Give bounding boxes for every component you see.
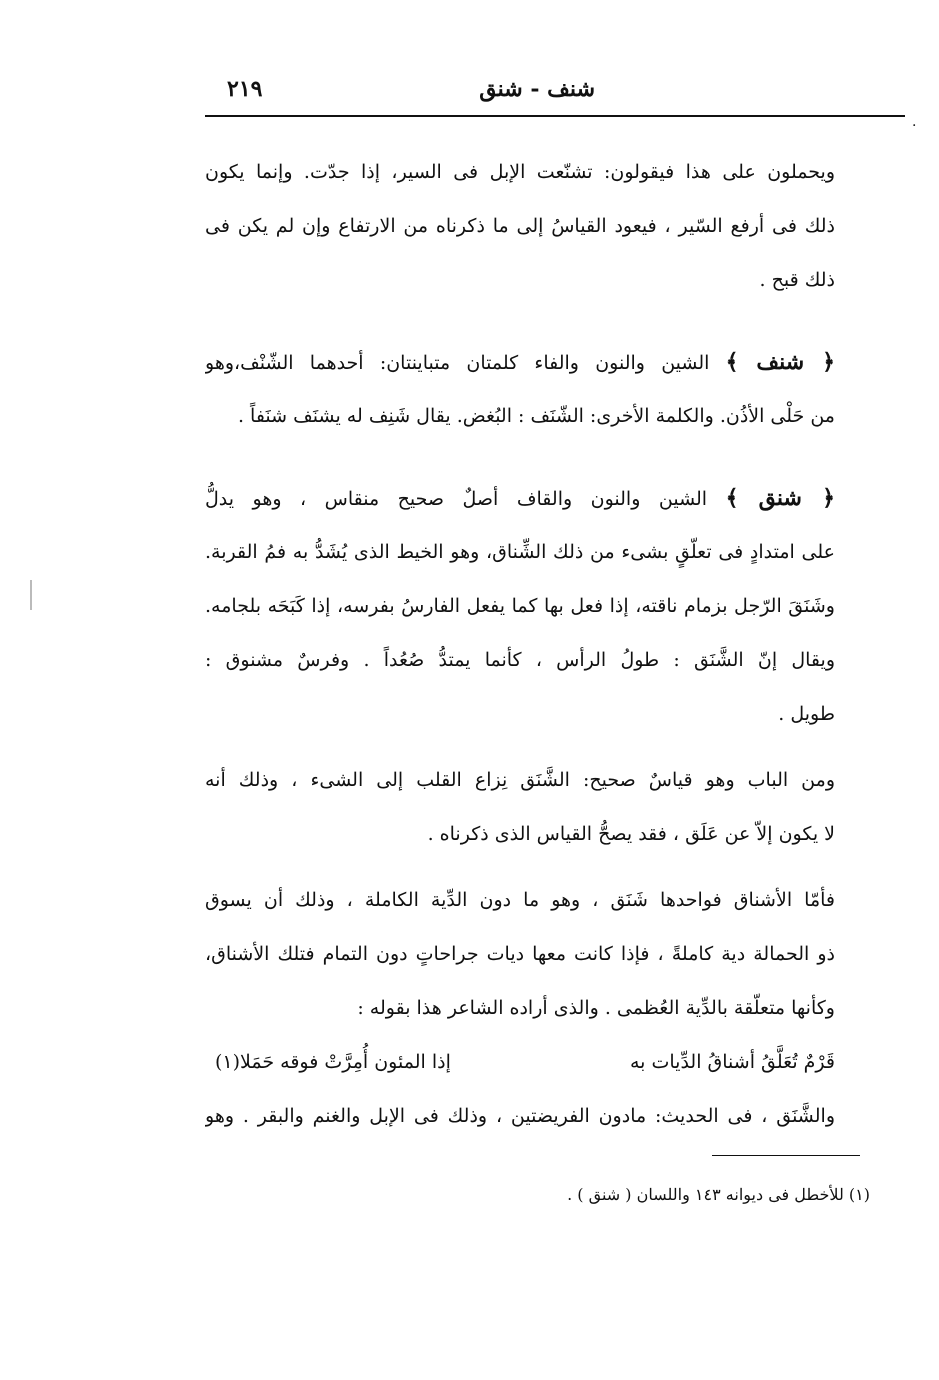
footnote-rule (712, 1155, 860, 1156)
text-span: الشين والنون والقاف أصلٌ صحيح منقاس ، وهو يدلُّ (205, 488, 708, 510)
footnote: (١) للأخطل فى ديوانه ١٤٣ واللسان ( شنق ) . (567, 1185, 870, 1204)
verse-hemistich-2: إذا المئون أُمِرَّتْ فوقه حَمَلا(١) (215, 1051, 451, 1073)
verse-line (205, 1035, 835, 1089)
entry-line (205, 335, 835, 389)
text-line: لا يكون إلاّ عن عَلَق ، فقد يصحُّ القياس الذى ذكرناه . (427, 823, 835, 845)
running-title: شنف - شنق (479, 76, 595, 102)
text-line: فأمّا الأشناق فواحدها شَنَق ، وهو ما دون الدِّية الكاملة ، وذلك أن يسوق (205, 889, 835, 911)
text-line: ذو الحمالة دية كاملةً ، فإذا كانت معها ديات جراحاتٍ دون التمام فتلك الأشناق، (205, 943, 835, 965)
text-span: الشين والنون والفاء كلمتان متباينتان: أحدهما الشّنْف،وهو (205, 352, 710, 374)
entry-heading-shanaq: ﴿ شنق ﴾ (725, 485, 835, 511)
page-body (205, 145, 835, 1143)
text-line: ومن الباب وهو قياسٌ صحيح: الشَّنَق نِزاع القلب إلى الشىء ، وذلك أنه (205, 769, 835, 791)
text-line: ذلك فى أرفع السّير ، فيعود القياسُ إلى ما ذكرناه من الارتفاع وإن لم يكن فى (205, 215, 835, 237)
scan-artifact (30, 580, 32, 610)
page-header (205, 68, 925, 108)
header-rule (205, 115, 905, 117)
text-line: والشَّنَق ، فى الحديث: مادون الفريضتين ، وذلك فى الإبل والغنم والبقر . وهو (205, 1105, 835, 1127)
entry-line (205, 471, 835, 525)
verse-hemistich-1: قَرْمٌ تُعَلَّقُ أشناقُ الدِّيات به (629, 1051, 835, 1073)
text-line: وشَنَقَ الرّجل بزمام ناقته، إذا فعل بها كما يفعل الفارسُ بفرسه، إذا كَبَحَه بلجامه. (205, 595, 835, 617)
text-line: ذلك قبح . (759, 269, 835, 291)
entry-heading-shanaf: ﴿ شنف ﴾ (725, 349, 835, 375)
text-line: من حَلْى الأذُن. والكلمة الأخرى: الشّنَف : البُغض. يقال شَنِف له يشنَف شنَفاً . (237, 405, 835, 427)
text-line: طويل . (778, 703, 835, 725)
text-line: ويحملون على هذا فيقولون: تشنّعت الإبل فى السير، إذا جدّت. وإنما يكون (205, 161, 835, 183)
margin-mark: · (912, 118, 917, 134)
page-number: ٢١٩ (227, 76, 263, 102)
text-line: وكأنها متعلّقة بالدِّية العُظمى . والذى أراده الشاعر هذا بقوله : (357, 997, 835, 1019)
text-line: على امتدادٍ فى تعلّقٍ بشىء من ذلك الشِّناق، وهو الخيط الذى يُشَدُّ به فمُ القربة. (205, 541, 835, 563)
text-line: ويقال إنّ الشَّنَق : طولُ الرأس ، كأنما يمتدُّ صُعُداً . وفرسٌ مشنوق : (205, 649, 835, 671)
